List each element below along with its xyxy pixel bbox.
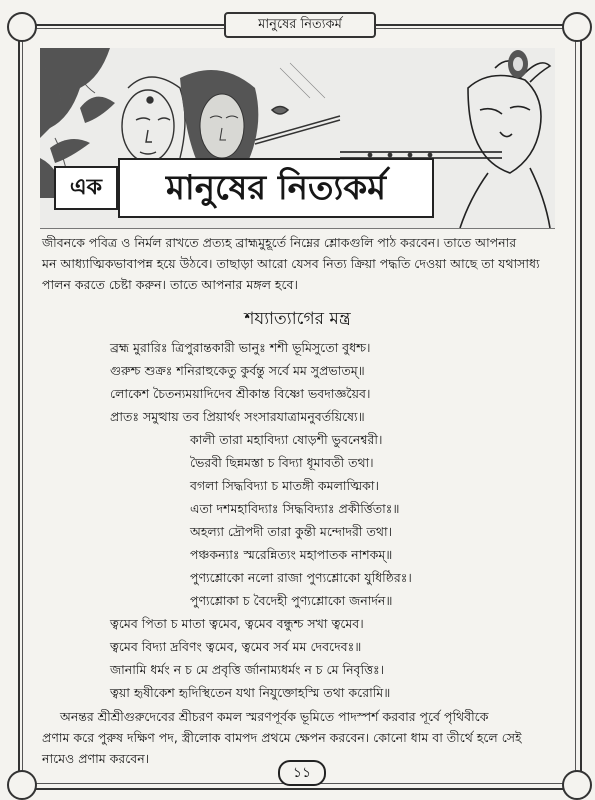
verse-line: ত্বমেব বিদ্যা দ্রবিণং ত্বমেব, ত্বমেব সর্ব মম দেবদেবঃ॥	[110, 639, 362, 654]
verse-line: ব্রহ্ম মুরারিঃ ত্রিপুরান্তকারী ভানুঃ শশী ভূমিসুতো বুধশ্চ।	[110, 340, 371, 355]
closing-line: প্রণাম করে পুরুষ দক্ষিণ পদ, স্ত্রীলোক বামপদ প্রথমে ক্ষেপন করবেন। কোনো ধাম বা তীর্থে হলে সেই	[42, 730, 522, 745]
verse-line: পুণ্যশ্লোকা চ বৈদেহী পুণ্যশ্লোকো জনার্দন॥	[190, 593, 393, 608]
closing-line: অনন্তর শ্রীশ্রীগুরুদেবের শ্রীচরণ কমল স্মরণপূর্বক ভূমিতে পাদস্পর্শ করবার পূর্বে পৃথিবীকে	[60, 709, 489, 724]
verse-line: লোকেশ চৈতন্যময়াদিদেব শ্রীকান্ত বিষ্ণো ভবদাজ্ঞয়ৈব।	[110, 386, 371, 401]
intro-line: পালন করতে চেষ্টা করুন। তাতে আপনার মঙ্গল হবে।	[42, 277, 298, 292]
intro-paragraph	[42, 232, 554, 295]
chapter-number: এক	[54, 166, 118, 210]
verse-line: ভৈরবী ছিন্নমস্তা চ বিদ্যা ধূমাবতী তথা।	[190, 455, 374, 470]
verse-line: ত্বমেব পিতা চ মাতা ত্বমেব, ত্বমেব বন্ধুশ্চ সখা ত্বমেব।	[110, 616, 364, 631]
verse-line: এতা দশমহাবিদ্যাঃ সিদ্ধবিদ্যাঃ প্রকীর্ত্তিতাঃ॥	[190, 501, 400, 516]
verse-line: গুরুশ্চ শুক্রঃ শনিরাহুকেতু কুর্বন্তু সর্বে মম সুপ্রভাতম্॥	[110, 363, 365, 378]
corner-ornament-icon	[562, 12, 592, 42]
corner-ornament-icon	[7, 770, 37, 800]
verse-line: অহল্যা দ্রৌপদী তারা কুন্তী মন্দোদরী তথা।	[190, 524, 393, 539]
verse-line: পঞ্চকন্যাঃ স্মরেন্নিত্যং মহাপাতক নাশকম্॥	[190, 547, 393, 562]
intro-line: জীবনকে পবিত্র ও নির্মল রাখতে প্রত্যহ ব্রাহ্মমুহূর্তে নিম্নের শ্লোকগুলি পাঠ করবেন। তাতে আপনার	[42, 235, 517, 250]
chapter-title: মানুষের নিত্যকর্ম	[118, 158, 434, 218]
section-heading: শয্যাত্যাগের মন্ত্র	[244, 309, 351, 329]
corner-ornament-icon	[7, 12, 37, 42]
verse-line: প্রাতঃ সমুত্থায় তব প্রিয়ার্থং সংসারযাত্রামনুবর্তয়িষ্যে॥	[110, 409, 365, 424]
verse-line: বগলা সিদ্ধবিদ্যা চ মাতঙ্গী কমলাত্মিকা।	[190, 478, 379, 493]
verse-line: পুণ্যশ্লোকো নলো রাজা পুণ্যশ্লোকো যুধিষ্ঠিরঃ।	[190, 570, 412, 585]
verse-line: ত্বয়া হৃষীকেশ হৃদিস্থিতেন যথা নিযুক্তোহস্মি তথা করোমি॥	[110, 685, 391, 700]
corner-ornament-icon	[562, 770, 592, 800]
running-header: মানুষের নিত্যকর্ম	[224, 12, 376, 38]
page-number: ১১	[278, 760, 326, 786]
verse-line: জানামি ধর্মং ন চ মে প্রবৃত্তি র্জানাম্যধর্মং ন চ মে নিবৃত্তিঃ।	[110, 662, 385, 677]
verse-line: কালী তারা মহাবিদ্যা ষোড়শী ভুবনেশ্বরী।	[190, 432, 383, 447]
intro-line: মন আধ্যাত্মিকভাবাপন্ন হয়ে উঠবে। তাছাড়া আরো যেসব নিত্য ক্রিয়া পদ্ধতি দেওয়া আছে তা যথাসাধ্য	[42, 256, 540, 271]
closing-line: নামেও প্রণাম করবেন।	[42, 751, 150, 766]
